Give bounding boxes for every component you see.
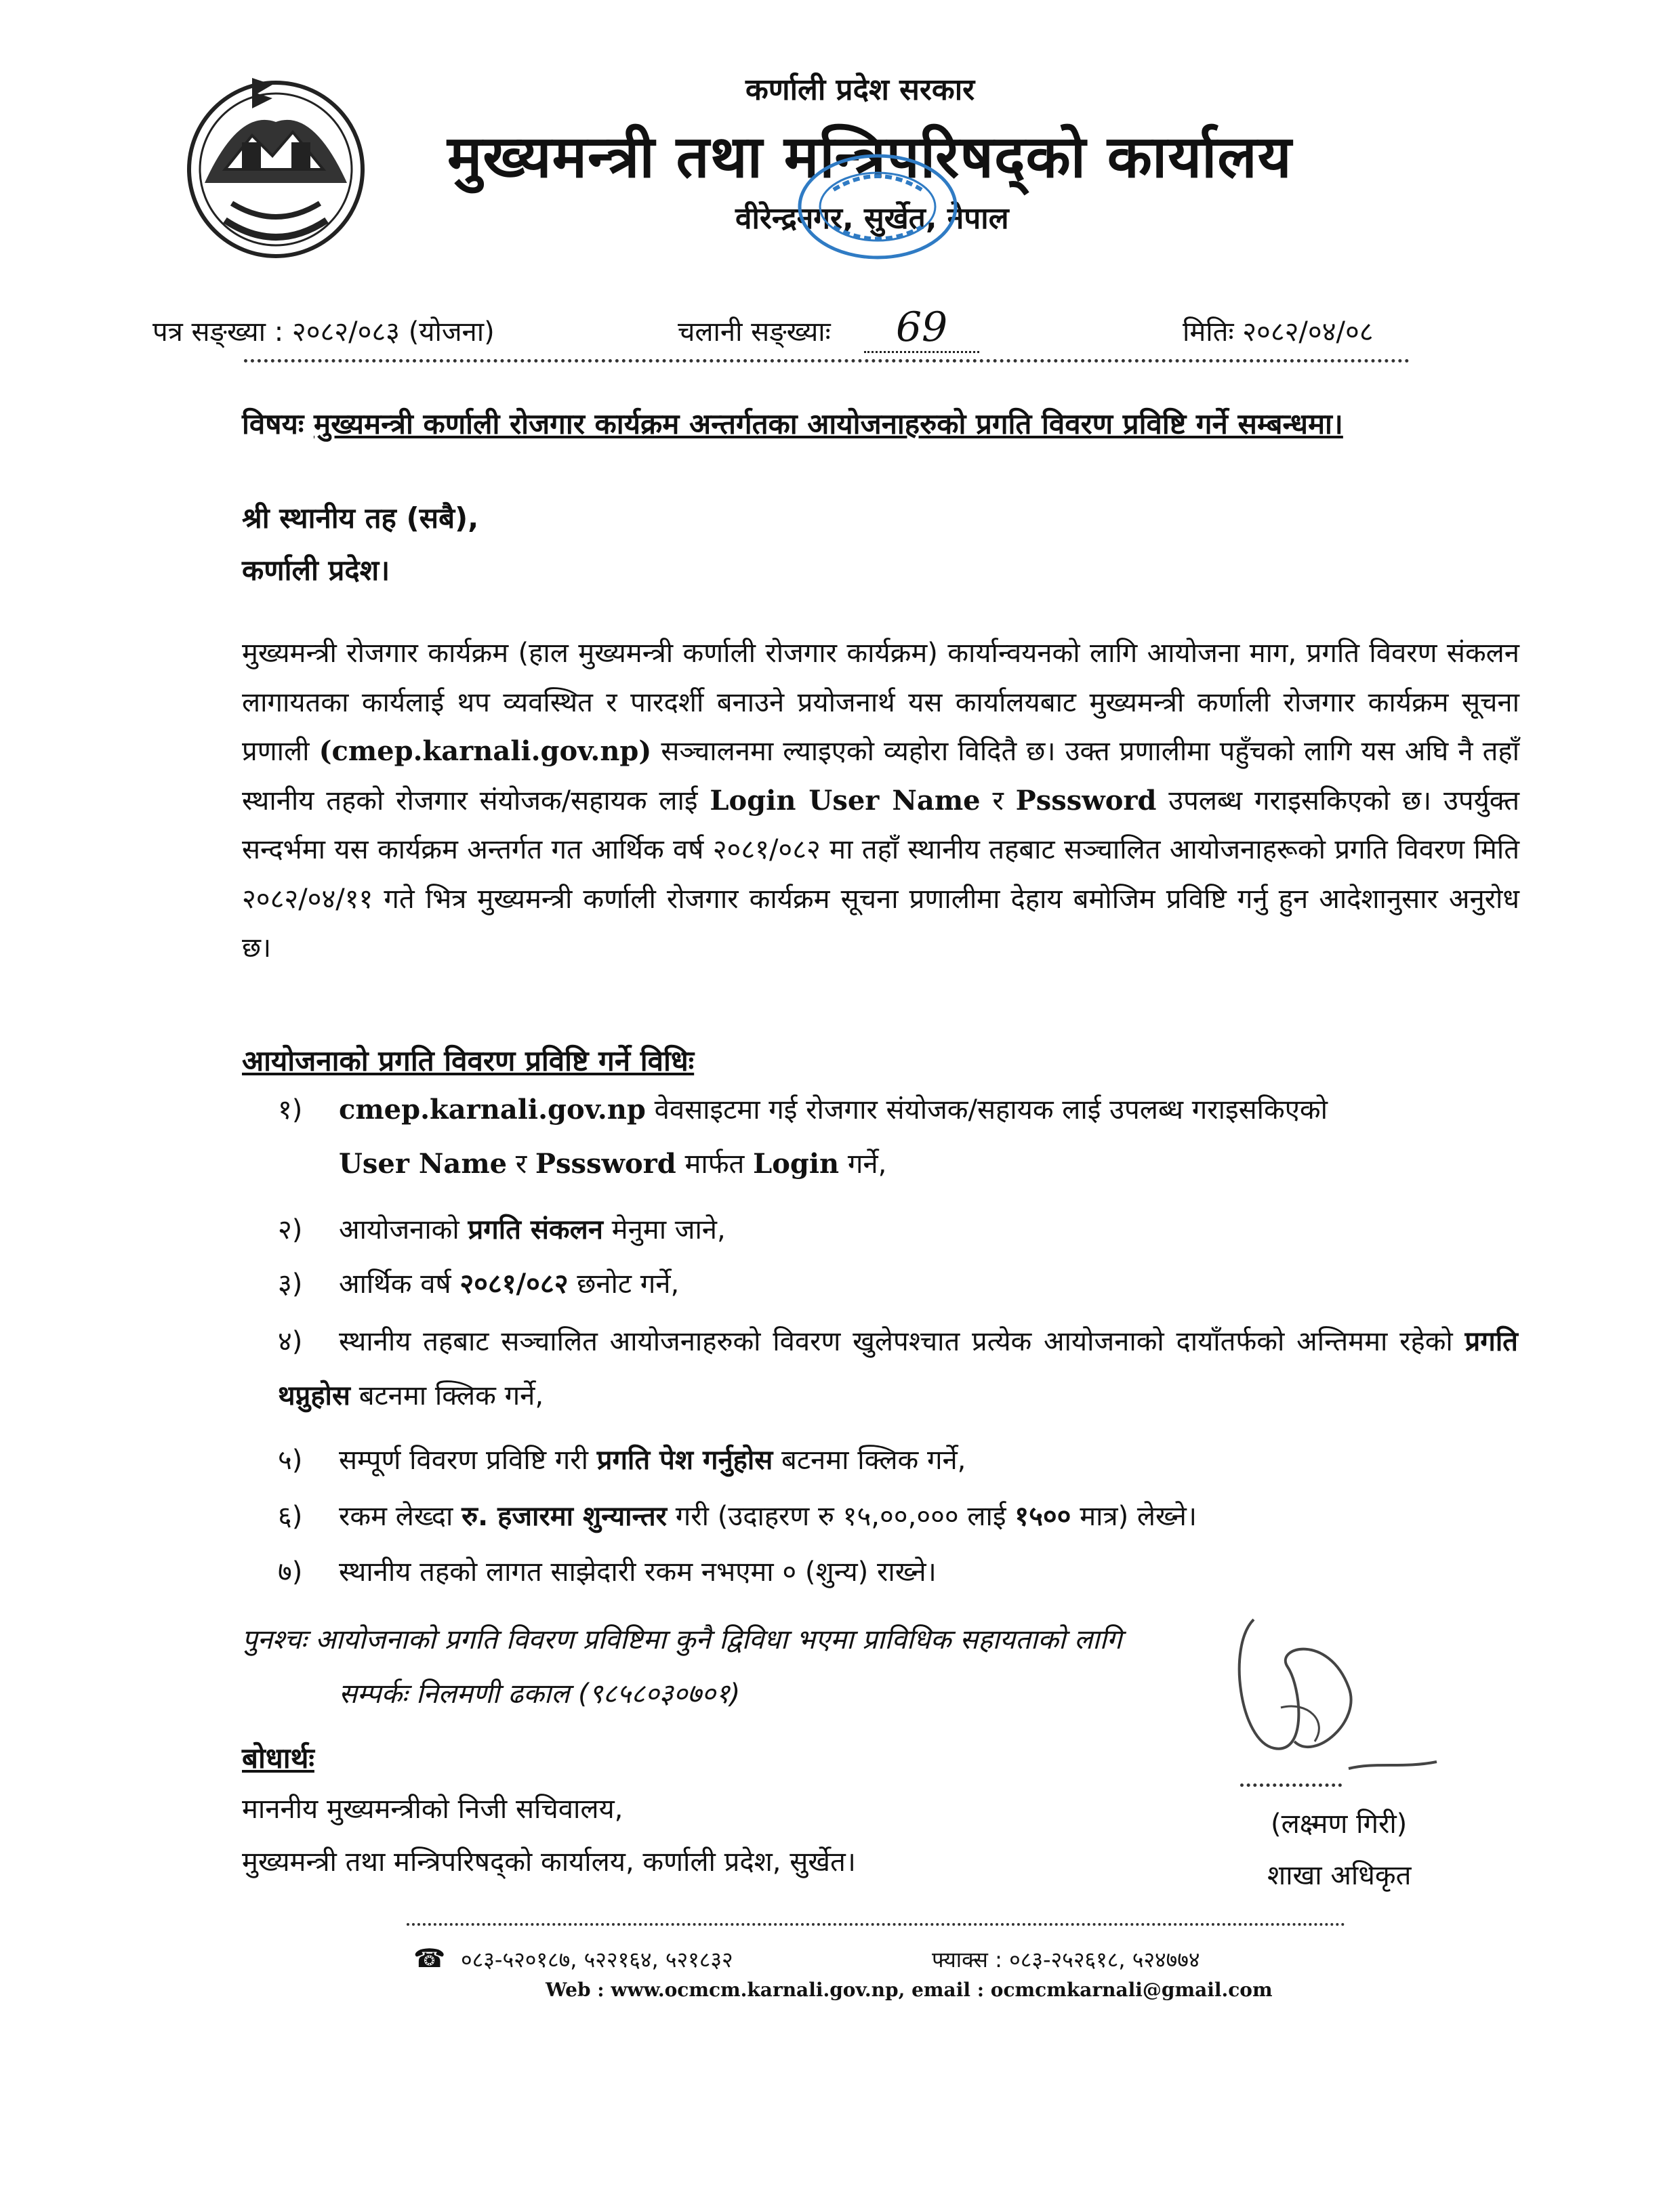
body-paragraph	[242, 629, 1519, 973]
conjunction: र	[992, 785, 1004, 817]
amount-rule: रु. हजारमा शुन्यान्तर	[462, 1501, 668, 1532]
signatory-name: (लक्ष्मण गिरी)	[1271, 1809, 1408, 1840]
step-text: मार्फत	[684, 1149, 745, 1180]
step-number: ७)	[278, 1556, 303, 1588]
step-7	[278, 1545, 1518, 1599]
fiscal-year: २०८१/०८२	[459, 1268, 569, 1300]
button-name: प्रगति थप्नुहोस	[278, 1326, 1518, 1411]
step-number: ३)	[278, 1268, 303, 1300]
dispatch-number-label: चलानी सङ्ख्याः	[678, 316, 831, 348]
step-text: गर्ने,	[847, 1149, 887, 1180]
menu-name: प्रगति संकलन	[468, 1214, 603, 1245]
footer-phone: ०८३-५२०१८७, ५२२१६४, ५२१८३२	[461, 1947, 733, 1973]
login-text: Login	[753, 1148, 840, 1180]
subject-text: मुख्यमन्त्री कर्णाली रोजगार कार्यक्रम अन्तर्गतका आयोजनाहरुको प्रगति विवरण प्रविष्टि गर्ने सम्बन्धमा।	[313, 407, 1343, 440]
body-text-3: उपलब्ध गराइसकिएको छ। उपर्युक्त सन्दर्भमा यस कार्यक्रम अन्तर्गत गत आर्थिक वर्ष २०८१/०८२ मा तहाँ स्थानीय तहबाट सञ्चालित आयोजनाहरूको प्रगति विवरण मिति २०८२/०४/११ गते भित्र मुख्यमन्त्री कर्णाली रोजगार कार्यक्रम सूचना प्रणालीमा देहाय बमोजिम प्रविष्टि गर्नु हुन आदेशानुसार अनुरोध छ।	[242, 785, 1520, 964]
button-name: प्रगति पेश गर्नुहोस	[596, 1445, 773, 1476]
step-2	[278, 1203, 1518, 1257]
step-text: सम्पूर्ण विवरण प्रविष्टि गरी	[339, 1445, 589, 1476]
step-number: ५)	[278, 1445, 303, 1476]
dotted-divider	[244, 359, 1410, 363]
letter-date: मितिः २०८२/०४/०८	[1183, 316, 1374, 348]
step-text: स्थानीय तहबाट सञ्चालित आयोजनाहरुको विवरण खुलेपश्चात प्रत्येक आयोजनाको दायाँतर्फको अन्तिममा रहेको	[339, 1326, 1453, 1357]
login-username-text: Login User Name	[710, 784, 981, 817]
step-number: ६)	[278, 1501, 303, 1532]
password-text: Psssword	[535, 1148, 676, 1180]
telephone-icon: ☎	[413, 1943, 446, 1973]
office-address: वीरेन्द्रनगर, सुर्खेत, नेपाल	[735, 201, 1009, 236]
addressee-line-1: श्री स्थानीय तह (सबै),	[242, 501, 479, 535]
province-government-title: कर्णाली प्रदेश सरकार	[745, 73, 975, 107]
footer-web-email: Web : www.ocmcm.karnali.gov.np, email : ocmcmkarnali@gmail.com	[546, 1979, 1273, 2001]
step-text: आयोजनाको	[339, 1214, 459, 1245]
website-url: cmep.karnali.gov.np	[339, 1094, 646, 1126]
step-number: २)	[278, 1214, 303, 1245]
step-text: मात्र) लेख्ने।	[1080, 1501, 1197, 1532]
step-number: ४)	[278, 1326, 303, 1357]
letter-number: पत्र सङ्ख्या : २०८२/०८३ (योजना)	[152, 316, 495, 348]
subject-label: विषयः	[242, 407, 304, 440]
step-text: मेनुमा जाने,	[611, 1214, 726, 1245]
addressee-line-2: कर्णाली प्रदेश।	[242, 554, 390, 587]
step-6	[278, 1489, 1518, 1544]
step-number: १)	[278, 1094, 303, 1126]
signature-line	[1240, 1783, 1342, 1787]
signature	[1213, 1606, 1498, 1809]
cc-title: बोधार्थः	[242, 1741, 314, 1775]
postscript-contact: सम्पर्कः निलमणी ढकाल (९८५८०३०७०१)	[339, 1678, 741, 1710]
step-4	[278, 1315, 1518, 1423]
step-text: छनोट गर्ने,	[577, 1268, 680, 1300]
step-5	[278, 1433, 1518, 1487]
step-3	[278, 1257, 1518, 1311]
postscript-line-1: पुनश्चः आयोजनाको प्रगति विवरण प्रविष्टिमा कुनै द्विविधा भएमा प्राविधिक सहायताको लागि	[242, 1624, 1122, 1655]
step-text: आर्थिक वर्ष	[339, 1268, 451, 1300]
example-amount: १५००	[1015, 1501, 1071, 1532]
username-text: User Name	[339, 1148, 508, 1180]
system-url: (cmep.karnali.gov.np)	[319, 735, 652, 767]
footer-fax: फ्याक्स : ०८३-२५२६१८, ५२४७७४	[932, 1947, 1200, 1973]
step-text: बटनमा क्लिक गर्ने,	[358, 1380, 544, 1411]
signatory-title: शाखा अधिकृत	[1267, 1860, 1412, 1891]
step-text: वेवसाइटमा गई रोजगार संयोजक/सहायक लाई उपलब्ध गराइसकिएको	[654, 1094, 1328, 1126]
cc-recipient-2: मुख्यमन्त्री तथा मन्त्रिपरिषद्को कार्यालय, कर्णाली प्रदेश, सुर्खेत।	[242, 1846, 856, 1878]
body-text-2: सञ्चालनमा ल्याइएको व्यहोरा विदितै छ। उक्त प्रणालीमा पहुँचको लागि यस अघि नै तहाँ स्थानीय तहको रोजगार संयोजक/सहायक लाई	[242, 736, 1519, 817]
office-title: मुख्यमन्त्री तथा मन्त्रिपरिषद्को कार्यालय	[447, 123, 1292, 191]
official-stamp	[793, 149, 962, 264]
step-1	[278, 1083, 1518, 1191]
step-text: गरी (उदाहरण रु १५,००,००० लाई	[675, 1501, 1006, 1532]
body-text-1: मुख्यमन्त्री रोजगार कार्यक्रम (हाल मुख्यमन्त्री कर्णाली रोजगार कार्यक्रम) कार्यान्वयनको लागि आयोजना माग, प्रगति विवरण संकलन लागायतका कार्यलाई थप व्यवस्थित र पारदर्शी बनाउने प्रयोजनार्थ यस कार्यालयबाट मुख्यमन्त्री कर्णाली रोजगार कार्यक्रम सूचना प्रणाली	[242, 638, 1519, 767]
step-text: रकम लेख्दा	[339, 1501, 453, 1532]
step-text: स्थानीय तहको लागत साझेदारी रकम नभएमा ० (शुन्य) राख्ने।	[339, 1556, 937, 1588]
conjunction: र	[515, 1149, 527, 1180]
nepal-emblem-icon	[178, 68, 374, 271]
footer-divider	[407, 1923, 1345, 1926]
password-text: Psssword	[1015, 784, 1157, 817]
steps-title: आयोजनाको प्रगति विवरण प्रविष्टि गर्ने विधिः	[242, 1044, 695, 1077]
step-text: बटनमा क्लिक गर्ने,	[781, 1445, 966, 1476]
subject-line	[242, 404, 1343, 442]
dispatch-number: 69	[864, 304, 979, 353]
cc-recipient-1: माननीय मुख्यमन्त्रीको निजी सचिवालय,	[242, 1794, 623, 1825]
